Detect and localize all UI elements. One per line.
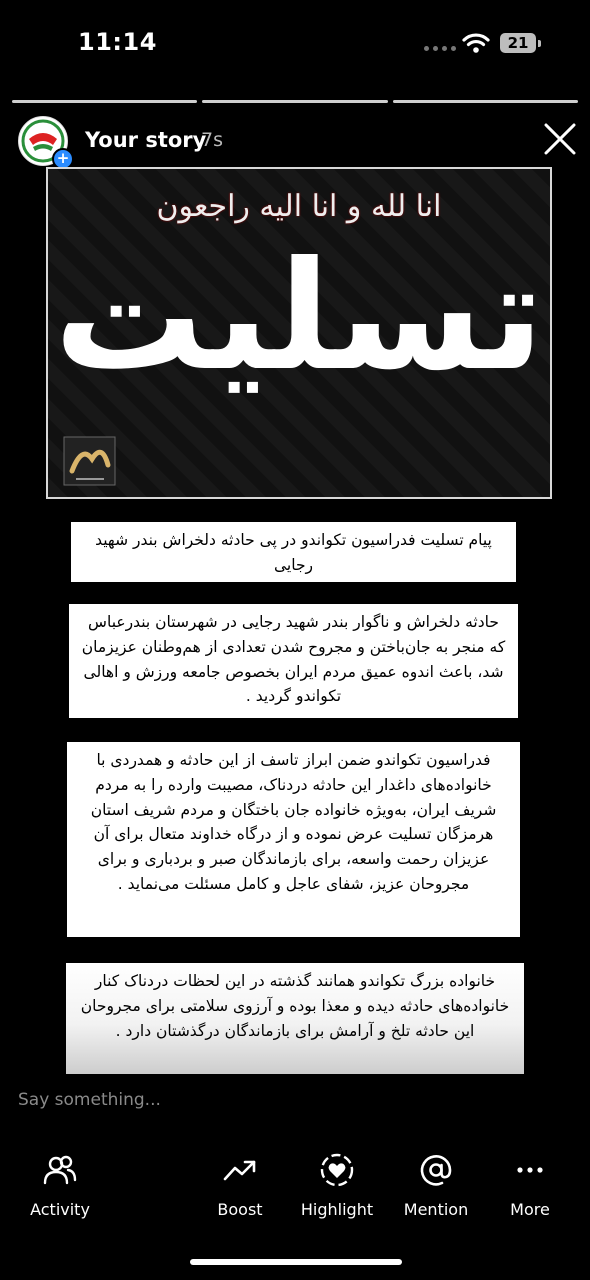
battery-icon: 21	[500, 33, 536, 53]
progress-segment	[202, 100, 387, 103]
trend-icon	[222, 1152, 258, 1188]
add-story-icon[interactable]: +	[52, 148, 74, 170]
story-progress	[12, 100, 578, 103]
boost-label: Boost	[217, 1200, 263, 1219]
condolence-banner	[46, 167, 552, 499]
signal-icon	[424, 46, 456, 51]
caption-title: پیام تسلیت فدراسیون تکواندو در پی حادثه دلخراش بندر شهید رجایی	[71, 522, 516, 582]
reply-input[interactable]: Say something...	[18, 1090, 161, 1110]
mention-label: Mention	[403, 1200, 469, 1219]
more-label: More	[510, 1200, 550, 1219]
progress-segment	[393, 100, 578, 103]
status-bar	[0, 0, 590, 88]
caption-paragraph-2: فدراسیون تکواندو ضمن ابراز تاسف از این حادثه و همدردی با خانواده‌های داغدار این حادثه دردناک، مصیبت وارده را به مردم شریف ایران، به‌ویژه خانواده جان باختگان و مردم شریف استان هرمزگان تسلیت عرض نموده و از درگاه خداوند متعال برای آن عزیزان رحمت واسعه، برای بازماندگان صبر و بردباری و برای مجروحان عزیز، شفای عاجل و کامل مسئلت می‌نماید .	[67, 742, 520, 937]
highlight-label: Highlight	[300, 1200, 374, 1219]
progress-segment	[12, 100, 197, 103]
at-icon	[418, 1152, 454, 1188]
battery-tip	[538, 40, 541, 47]
federation-logo-icon	[62, 435, 117, 487]
more-icon	[512, 1152, 548, 1188]
clock: 11:14	[78, 28, 157, 56]
story-title[interactable]: Your story	[85, 128, 207, 152]
wifi-icon	[462, 32, 490, 54]
activity-button[interactable]	[5, 1152, 115, 1219]
close-icon[interactable]	[543, 122, 577, 156]
more-button[interactable]	[475, 1152, 585, 1219]
banner-main-text: تسلیت	[53, 230, 545, 404]
caption-paragraph-3: خانواده بزرگ تکواندو همانند گذشته در این لحظات دردناک کنار خانواده‌های حادثه دیده و معذا بوده و آرزوی سلامتی برای مجروحان این حادثه تلخ و آرامش برای بازماندگان درگذشتان دارد .	[66, 963, 524, 1074]
heart-circle-icon	[319, 1152, 355, 1188]
people-icon	[42, 1152, 78, 1188]
banner-top-text: انا لله و انا الیه راجعون	[156, 189, 442, 224]
caption-paragraph-1: حادثه دلخراش و ناگوار بندر شهید رجایی در شهرستان بندرعباس که منجر به جان‌باختن و مجروح شدن تعدادی از هم‌وطنان عزیزمان شد، باعث اندوه عمیق مردم ایران بخصوص جامعه ورزش و اهالی تکواندو گردید .	[69, 604, 518, 718]
story-age: 7s	[201, 129, 223, 151]
boost-button[interactable]	[185, 1152, 295, 1219]
home-indicator[interactable]	[190, 1259, 402, 1265]
activity-label: Activity	[30, 1200, 90, 1219]
highlight-button[interactable]	[282, 1152, 392, 1219]
